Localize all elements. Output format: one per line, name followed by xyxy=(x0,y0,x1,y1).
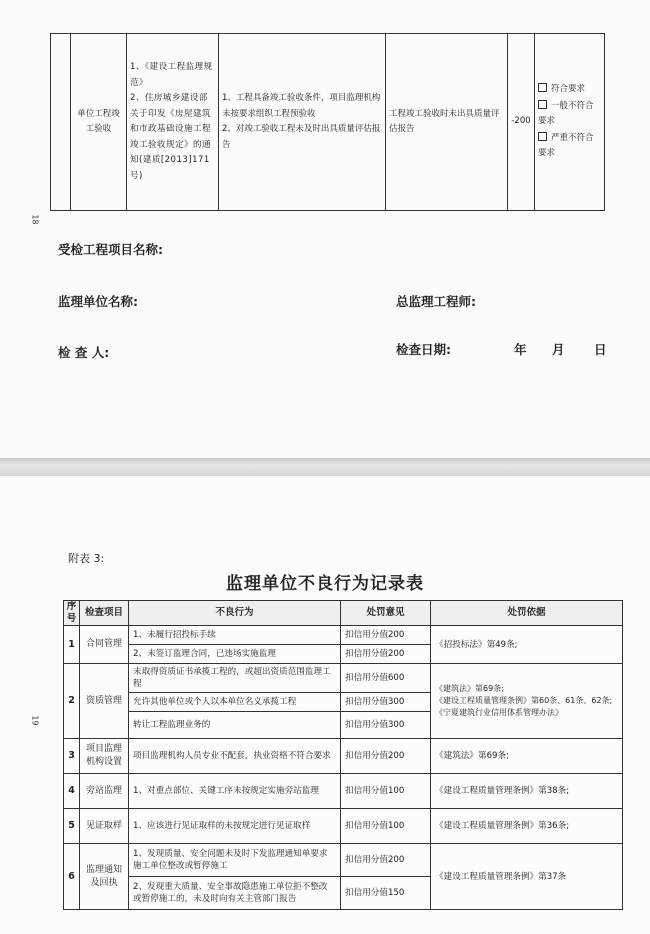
checkbox-icon[interactable] xyxy=(538,100,547,109)
month-label: 月 xyxy=(552,342,565,357)
table-row xyxy=(64,844,623,877)
penalty-cell: 扣信用分值200 xyxy=(341,626,431,645)
penalty-cell: 扣信用分值200 xyxy=(341,645,431,664)
basis-cell: 《建筑法》第69条; xyxy=(431,739,623,774)
page-gap xyxy=(0,458,650,476)
row-number: 3 xyxy=(64,739,80,774)
page-number: 18 xyxy=(30,214,40,225)
behavior-cell: 1、对重点部位、关键工序未按规定实施旁站监理 xyxy=(129,774,341,809)
row-item: 见证取样 xyxy=(80,809,129,844)
header-penalty: 处罚意见 xyxy=(341,601,431,626)
violation-cell: 工程竣工验收时未出具质量评估报告 xyxy=(386,34,508,211)
acceptance-table xyxy=(50,33,605,211)
table-row xyxy=(64,664,623,693)
lower-page xyxy=(0,476,650,934)
checkbox-icon[interactable] xyxy=(538,83,547,92)
result-label: 符合要求 xyxy=(551,84,586,95)
project-name-label: 受检工程项目名称: xyxy=(58,242,163,257)
penalty-cell: 扣信用分值200 xyxy=(341,739,431,774)
page-title: 监理单位不良行为记录表 xyxy=(226,574,424,594)
basis-cell: 《建设工程质量管理条例》第37条 xyxy=(431,844,623,910)
acceptance-row xyxy=(51,34,605,211)
item-cell: 单位工程竣工验收 xyxy=(71,34,127,211)
year-label: 年 xyxy=(514,342,527,357)
inspect-date-label: 检查日期: xyxy=(396,342,451,357)
inspector-label: 检 查 人: xyxy=(58,345,110,360)
row-item: 合同管理 xyxy=(80,626,129,664)
conditions-cell: 1、工程具备竣工验收条件，项目监理机构未按要求组织工程预验收 2、对竣工验收工程未及时出具质量评估报告 xyxy=(219,34,386,211)
table-row xyxy=(64,739,623,774)
penalty-cell: 扣信用分值300 xyxy=(341,693,431,712)
row-number: 5 xyxy=(64,809,80,844)
row-item: 旁站监理 xyxy=(80,774,129,809)
basis-cell: 《建筑法》第69条; 《建设工程质量管理条例》第60条、61条、62条; 《宁夏建筑行业信用体系管理办法》 xyxy=(431,664,623,739)
upper-page xyxy=(0,0,650,458)
basis-cell: 《招投标法》第49条; xyxy=(431,626,623,664)
behavior-cell: 项目监理机构人员专业不配套，执业资格不符合要求 xyxy=(129,739,341,774)
behavior-cell: 允许其他单位或个人以本单位名义承揽工程 xyxy=(129,693,341,712)
header-item: 检查项目 xyxy=(80,601,129,626)
header-basis: 处罚依据 xyxy=(431,601,623,626)
row-number: 1 xyxy=(64,626,80,664)
header-no: 序号 xyxy=(64,601,80,626)
chief-engineer-label: 总监理工程师: xyxy=(396,294,476,309)
page-number: 19 xyxy=(30,715,40,726)
penalty-cell: 扣信用分值600 xyxy=(341,664,431,693)
behavior-cell: 未取得资质证书承揽工程的，或超出资质范围监理工程 xyxy=(129,664,341,693)
basis-cell: 《建设工程质量管理条例》第36条; xyxy=(431,809,623,844)
row-item: 监理通知及回执 xyxy=(80,844,129,910)
basis-cell: 《建设工程质量管理条例》第38条; xyxy=(431,774,623,809)
result-label: 严重不符合要求 xyxy=(538,132,594,159)
row-number: 2 xyxy=(64,664,80,739)
table-header-row xyxy=(64,601,623,626)
penalty-cell: 扣信用分值100 xyxy=(341,809,431,844)
table-row xyxy=(64,626,623,645)
supervision-unit-label: 监理单位名称: xyxy=(58,294,138,309)
table-row xyxy=(64,809,623,844)
penalty-cell: 扣信用分值200 xyxy=(341,844,431,877)
checkbox-icon[interactable] xyxy=(538,132,547,141)
behavior-cell: 1、发现质量、安全问题未及时下发监理通知单要求施工单位整改或暂停施工 xyxy=(129,844,341,877)
behavior-cell: 1、应该进行见证取样的未按规定进行见证取样 xyxy=(129,809,341,844)
behavior-cell: 2、发现重大质量、安全事故隐患施工单位拒不整改或暂停施工的，未及时向有关主管部门报告 xyxy=(129,877,341,910)
behavior-cell: 1、未履行招投标手续 xyxy=(129,626,341,645)
penalty-cell: 扣信用分值100 xyxy=(341,774,431,809)
header-behavior: 不良行为 xyxy=(129,601,341,626)
basis-cell: 1、《建设工程监理规范》 2、住房城乡建设部关于印发《房屋建筑和市政基础设施工程竣工验收规定》的通知(建质[2013]171号) xyxy=(127,34,219,211)
row-item: 资质管理 xyxy=(80,664,129,739)
behavior-cell: 转让工程监理业务的 xyxy=(129,712,341,739)
row-item: 项目监理机构设置 xyxy=(80,739,129,774)
result-option[interactable] xyxy=(538,82,601,98)
row-index-cell xyxy=(51,34,71,211)
misconduct-table xyxy=(63,600,623,910)
behavior-cell: 2、未签订监理合同，已违场实施监理 xyxy=(129,645,341,664)
annex-label: 附表 3: xyxy=(68,552,105,565)
penalty-cell: 扣信用分值150 xyxy=(341,877,431,910)
table-row xyxy=(64,774,623,809)
result-option[interactable] xyxy=(538,131,601,162)
penalty-cell: 扣信用分值300 xyxy=(341,712,431,739)
day-label: 日 xyxy=(594,342,607,357)
result-label: 一般不符合要求 xyxy=(538,100,594,127)
result-cell xyxy=(535,34,605,211)
row-number: 6 xyxy=(64,844,80,910)
result-option[interactable] xyxy=(538,99,601,130)
row-number: 4 xyxy=(64,774,80,809)
score-cell: -200 xyxy=(508,34,535,211)
